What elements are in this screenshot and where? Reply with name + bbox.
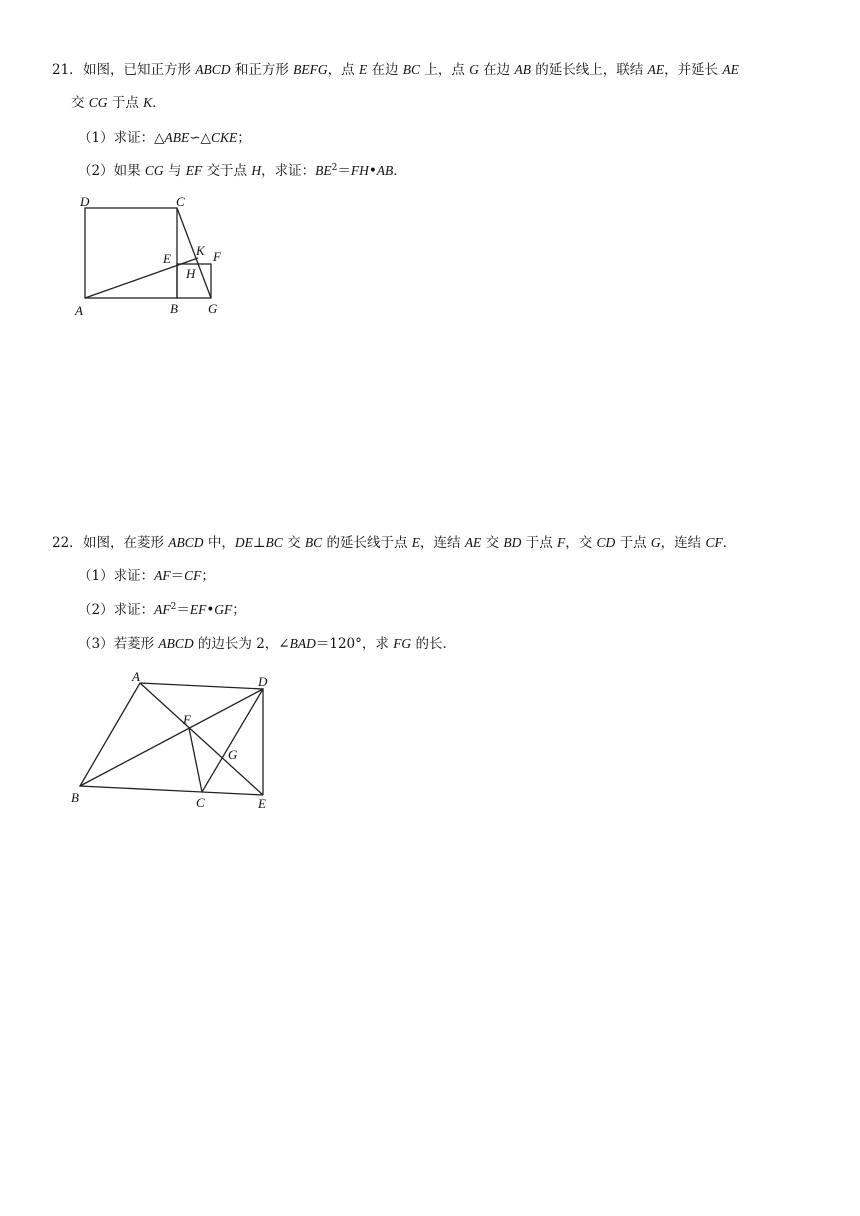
q22-label-e: E [258,796,266,811]
math-symbol: GF [214,602,233,617]
math-symbol: ABE [164,130,190,145]
math-symbol: AF [154,602,171,617]
text-run: （2）如果 [78,163,145,179]
q21-label-b: B [170,301,178,316]
text-run: ＝120°，求 [315,636,394,652]
text-run: ，求证： [261,163,316,179]
text-run: ． [722,535,737,551]
math-symbol: K [143,95,153,110]
math-symbol: CG [144,163,164,178]
math-symbol: CF [184,568,202,583]
q22-segment-bd [80,689,263,786]
text-run: 的延长线于点 [322,535,412,551]
q21-label-k: K [196,243,205,258]
text-run: （1）求证：△ [78,130,165,146]
q22-segment-ae [140,683,263,795]
math-symbol: ABCD [158,636,194,651]
q22-label-b: B [71,790,79,805]
text-run: • [368,163,377,179]
text-run: 于点 [107,95,144,111]
q21-label-h: H [186,266,196,281]
text-run: 交于点 [202,163,252,179]
text-run: 在边 [367,62,403,78]
text-run: 交 [282,535,305,551]
math-symbol: E [411,535,421,550]
text-run: • [206,602,215,618]
math-symbol: FG [393,636,412,651]
text-run: ，连结 [420,535,465,551]
math-symbol: AB [514,62,531,77]
text-run: 交 [481,535,504,551]
text-run: 中， [203,535,235,551]
text-run: 在边 [478,62,515,78]
math-symbol: AB [376,163,394,178]
text-run: 交 [71,95,89,111]
math-symbol: EF [185,163,203,178]
text-run: ＝ [176,602,190,618]
math-symbol: DE [234,535,253,550]
text-run: 与 [163,163,186,179]
text-run: 于点 [615,535,651,551]
math-symbol: BAD [289,636,316,651]
text-run: 于点 [521,535,557,551]
q22-number: 22． [52,535,83,551]
q21-label-c: C [176,194,185,209]
math-symbol: CF [705,535,723,550]
math-symbol: H [251,163,262,178]
text-run: ∽△ [189,130,211,146]
q21-label-e: E [163,251,171,266]
math-symbol: BD [503,535,522,550]
q21-label-d: D [80,194,90,209]
math-symbol: BC [402,62,421,77]
text-run: （2）求证： [78,602,155,618]
text-run: ，并延长 [664,62,723,78]
math-symbol: BC [265,535,283,550]
math-symbol: AE [647,62,665,77]
text-run: 的边长为 2，∠ [193,636,290,652]
math-symbol: AF [154,568,171,583]
math-symbol: AE [722,62,739,77]
text-run: ，点 [327,62,359,78]
q21-number: 21． [52,62,83,78]
math-symbol: ABCD [195,62,231,77]
text-run: ＝ [170,568,185,584]
math-symbol: BC [304,535,323,550]
math-symbol: CG [88,95,108,110]
math-symbol: CKE [210,130,238,145]
math-symbol: BEFG [293,62,328,77]
text-run: ，交 [565,535,597,551]
text-run: （1）求证： [78,568,155,584]
q21-label-a: A [75,303,83,318]
superscript: 2 [331,163,338,173]
q22-label-d: D [258,674,268,689]
text-run: 的长． [411,636,456,652]
q22-segment-ce [202,792,263,795]
text-run: 如图，已知正方形 [83,62,196,78]
math-symbol: BE [315,163,332,178]
q22-label-f: F [183,712,191,727]
math-symbol: ABCD [168,535,204,550]
text-run: ，连结 [660,535,706,551]
math-symbol: G [650,535,661,550]
text-run: ＝ [337,163,351,179]
text-run: ； [201,568,215,584]
math-symbol: AE [464,535,482,550]
text-run: ． [393,163,407,179]
math-symbol: EF [189,602,207,617]
text-run: 上，点 [420,62,470,78]
q22-label-a: A [132,669,140,684]
q21-label-g: G [208,301,218,316]
text-run: 的延长线上，联结 [530,62,648,78]
q22-label-c: C [196,795,205,810]
text-run: （3）若菱形 [78,636,159,652]
text-run: 如图，在菱形 [83,535,169,551]
math-symbol: FH [350,163,369,178]
math-symbol: G [469,62,479,77]
text-run: ； [237,130,251,146]
text-run: ； [232,602,246,618]
text-run: ⊥ [252,535,266,551]
math-symbol: E [358,62,368,77]
math-symbol: F [557,535,566,550]
superscript: 2 [170,602,177,612]
q21-label-f: F [213,249,221,264]
q22-label-g: G [228,747,238,762]
math-symbol: CD [596,535,616,550]
text-run: 和正方形 [230,62,294,78]
text-run: ． [152,95,166,111]
